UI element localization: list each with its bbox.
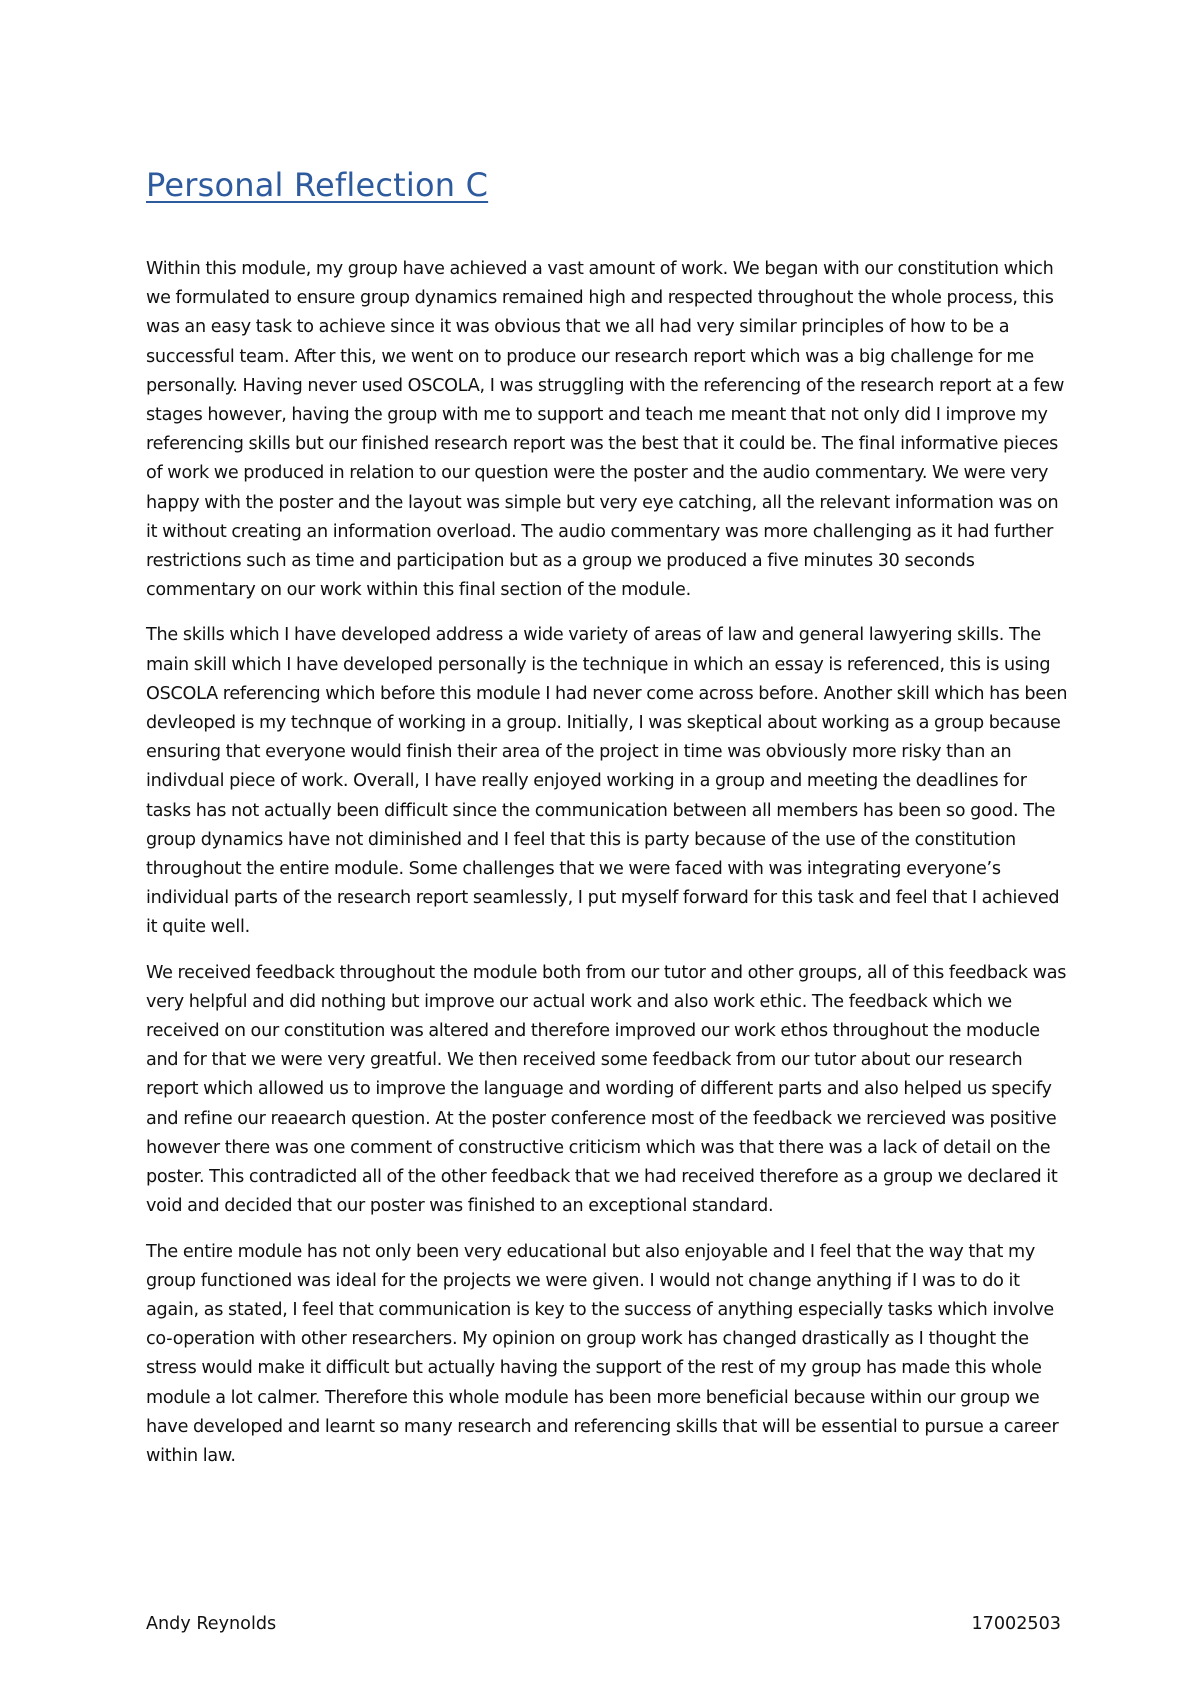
footer-student-id: 17002503 <box>971 1614 1061 1634</box>
paragraph-4: The entire module has not only been very educational but also enjoyable and I feel that the way that my group functioned was ideal for the projects we were given. I would not change anything if I was to do it again, as stated, I feel that communication is key to the success of anything especially tasks which involve co-operation with other researchers. My opinion on group work has changed drastically as I thought the stress would make it difficult but actually having the support of the rest of my group has made this whole module a lot calmer. Therefore this whole module has been more beneficial because within our group we have developed and learnt so many research and referencing skills that will be essential to pursue a career within law. <box>146 1241 1059 1466</box>
paragraph-3: We received feedback throughout the module both from our tutor and other groups, all of this feedback was very helpful and did nothing but improve our actual work and also work ethic. The feedback which we received on our constitution was altered and therefore improved our work ethos throughout the moducle and for that we were very greatful. We then received some feedback from our tutor about our research report which allowed us to improve the language and wording of different parts and also helped us specify and refine our reaearch question. At the poster conference most of the feedback we rercieved was positive however there was one comment of constructive criticism which was that there was a lack of detail on the poster. This contradicted all of the other feedback that we had received therefore as a group we declared it void and decided that our poster was finished to an exceptional standard. <box>146 962 1067 1217</box>
paragraph-2: The skills which I have developed address a wide variety of areas of law and general lawyering skills. The main skill which I have developed personally is the technique in which an essay is referenced, this is using OSCOLA referencing which before this module I had never come across before. Another skill which has been devleoped is my technque of working in a group. Initially, I was skeptical about working as a group because ensuring that everyone would finish their area of the project in time was obviously more risky than an indivdual piece of work. Overall, I have really enjoyed working in a group and meeting the deadlines for tasks has not actually been difficult since the communication between all members has been so good. The group dynamics have not diminished and I feel that this is party because of the use of the constitution throughout the entire module. Some challenges that we were faced with was integrating everyone’s individual parts of the research report seamlessly, I put myself forward for this task and feel that I achieved it quite well. <box>146 625 1068 938</box>
paragraph-1: Within this module, my group have achieved a vast amount of work. We began with our constitution which we formulated to ensure group dynamics remained high and respected throughout the whole process, this was an easy task to achieve since it was obvious that we all had very similar principles of how to be a successful team. After this, we went on to produce our research report which was a big challenge for me personally. Having never used OSCOLA, I was struggling with the referencing of the research report at a few stages however, having the group with me to support and teach me meant that not only did I improve my referencing skills but our finished research report was the best that it could be. The final informative pieces of work we produced in relation to our question were the poster and the audio commentary. We were very happy with the poster and the layout was simple but very eye catching, all the relevant information was on it without creating an information overload. The audio commentary was more challenging as it had further restrictions such as time and participation but as a group we produced a five minutes 30 seconds commentary on our work within this final section of the module. <box>146 259 1065 601</box>
page-footer <box>146 1614 1061 1634</box>
document-body <box>146 255 1071 1487</box>
footer-author: Andy Reynolds <box>146 1614 277 1634</box>
document-title: Personal Reflection C <box>146 166 489 204</box>
